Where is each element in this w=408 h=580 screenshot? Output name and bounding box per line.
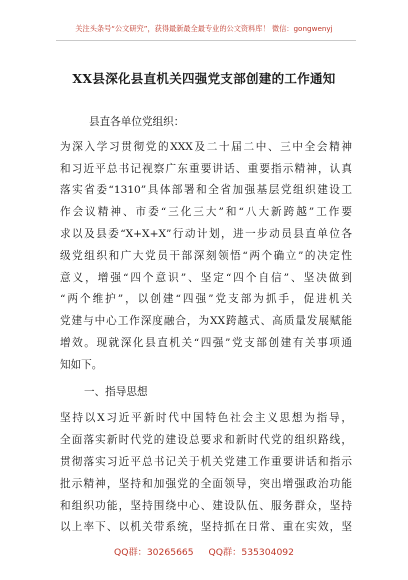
paragraph-line: 党建与中心工作深度融合，为XX跨越式、高质量发展赋能 — [60, 315, 352, 328]
header-promo-note: 关注头条号“公文研究”，获得最新最全最专业的公文资料库！ 微信：gongwenyj — [75, 24, 333, 33]
paragraph-line: 意义，增强“四个意识”、坚定“四个自信”、坚决做到 — [60, 271, 352, 284]
document-body — [60, 112, 352, 539]
paragraph-line: 和组织功能，坚持围绕中心、建设队伍、服务群众，坚持 — [60, 499, 352, 512]
paragraph-line: 批示精神，坚持和加强党的全面领导，突出增强政治功能 — [60, 477, 352, 490]
paragraph-1 — [60, 137, 352, 377]
section-heading: 一、指导思想 — [84, 385, 148, 398]
paragraph-line: 贯彻落实习近平总书记关于机关党建工作重要讲话和指示 — [60, 455, 352, 468]
paragraph-line: 增效。现就深化县直机关“四强”党支部创建有关事项通 — [60, 336, 352, 349]
header-divider — [56, 40, 356, 41]
salutation: 县直各单位党组织： — [89, 116, 185, 128]
footer-contact — [0, 544, 408, 558]
footer-qq-group-1: QQ群：30265665 — [114, 547, 194, 558]
document-title: XX县深化县直机关四强党支部创建的工作通知 — [72, 71, 336, 86]
paragraph-2 — [60, 408, 352, 539]
paragraph-line: 知如下。 — [60, 358, 103, 371]
paragraph-line: 全面落实新时代党的建设总要求和新时代党的组织路线， — [60, 434, 352, 447]
paragraph-line: 和习近平总书记视察广东重要讲话、重要指示精神，认真 — [60, 162, 352, 175]
paragraph-line: 落实省委“1310”具体部署和全省加强基层党组织建设工 — [60, 184, 352, 197]
paragraph-line: 坚持以X习近平新时代中国特色社会主义思想为指导， — [60, 412, 352, 425]
footer-qq-group-2: QQ群：535304092 — [208, 547, 294, 558]
paragraph-line: 求以及县委“X+X+X”行动计划，进一步动员县直单位各 — [60, 227, 352, 240]
paragraph-line: 级党组织和广大党员干部深刻领悟“两个确立”的决定性 — [60, 249, 352, 262]
paragraph-line: “两个维护”，以创建“四强”党支部为抓手，促进机关 — [60, 293, 352, 306]
paragraph-line: 为深入学习贯彻党的XXX及二十届二中、三中全会精神 — [60, 140, 352, 153]
paragraph-line: 作会议精神、市委“三化三大”和“八大新跨越”工作要 — [60, 206, 352, 219]
paragraph-line: 以上率下、以机关带系统，坚持抓在日常、重在实效，坚 — [60, 521, 352, 534]
